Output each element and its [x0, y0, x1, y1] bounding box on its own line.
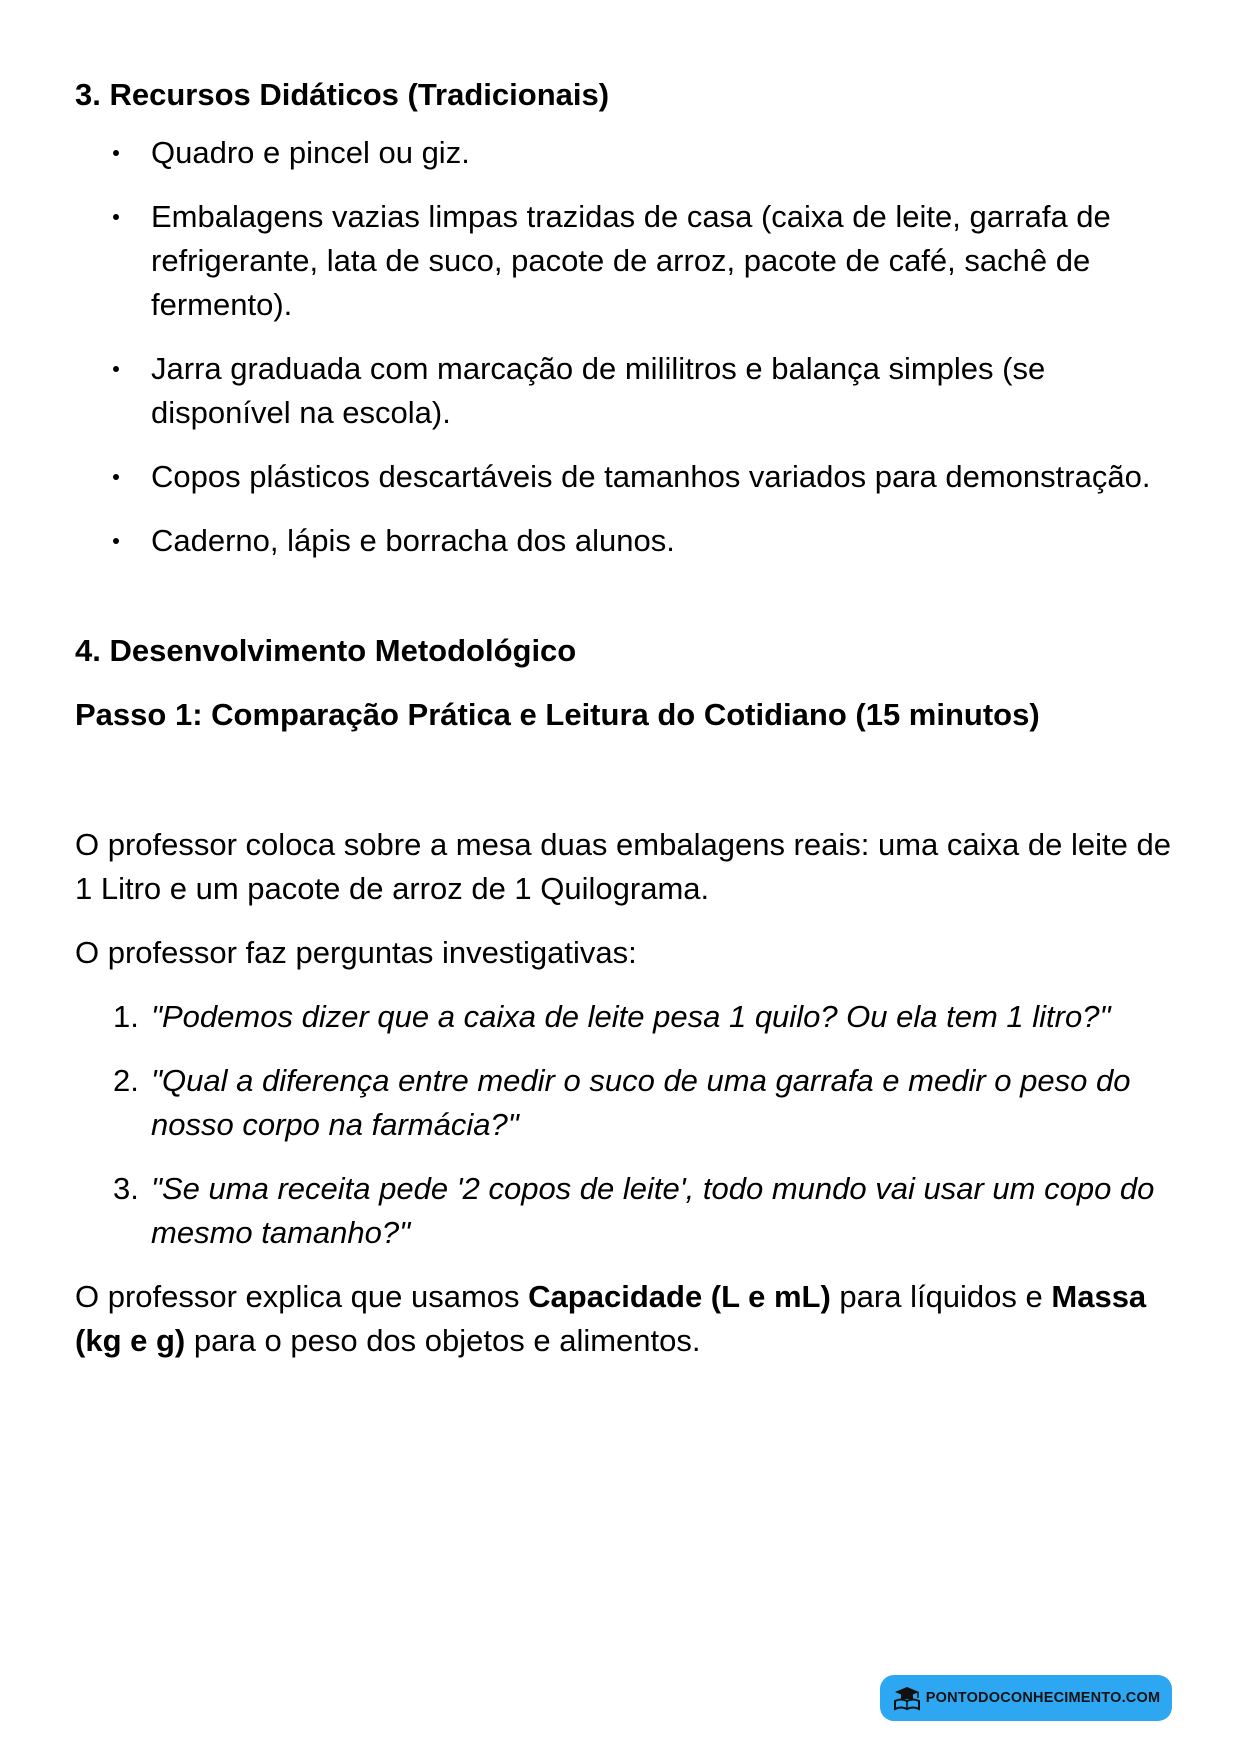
list-item: Caderno, lápis e borracha dos alunos. [75, 519, 1175, 563]
bullet-icon [113, 538, 119, 544]
list-item: Copos plásticos descartáveis de tamanhos variados para demonstração. [75, 455, 1175, 499]
step-heading: Passo 1: Comparação Prática e Leitura do Cotidiano (15 minutos) [75, 697, 1040, 732]
paragraph-questions-lead: O professor faz perguntas investigativas: [75, 935, 637, 970]
question-item: 3. "Se uma receita pede '2 copos de leite', todo mundo vai usar um copo do mesmo tamanho?" [113, 1171, 1155, 1250]
list-item: Embalagens vazias limpas trazidas de casa (caixa de leite, garrafa de refrigerante, lata de suco, pacote de arroz, pacote de café, sachê de fermento). [75, 195, 1175, 327]
questions-list [75, 995, 1175, 1255]
paragraph-explanation: O professor explica que usamos Capacidade (L e mL) para líquidos e Massa (kg e g) para o peso dos objetos e alimentos. [75, 1279, 1147, 1358]
site-badge[interactable] [880, 1675, 1172, 1721]
question-item: 2. "Qual a diferença entre medir o suco de uma garrafa e medir o peso do nosso corpo na farmácia?" [113, 1063, 1131, 1142]
bullet-icon [113, 366, 119, 372]
list-item: Jarra graduada com marcação de mililitros e balança simples (se disponível na escola). [75, 347, 1175, 435]
section-heading-desenvolvimento: 4. Desenvolvimento Metodológico [75, 633, 577, 668]
paragraph-intro: O professor coloca sobre a mesa duas embalagens reais: uma caixa de leite de 1 Litro e um pacote de arroz de 1 Quilograma. [75, 827, 1171, 906]
resources-list [75, 131, 1175, 563]
graduation-book-icon [892, 1685, 922, 1711]
bullet-icon [113, 474, 119, 480]
badge-text: PONTODOCONHECIMENTO.COM [925, 1690, 1161, 1706]
section-heading-recursos: 3. Recursos Didáticos (Tradicionais) [75, 77, 610, 112]
list-item: Quadro e pincel ou giz. [75, 131, 1175, 175]
term-capacidade: Capacidade (L e mL) [528, 1279, 831, 1314]
term-massa: Massa (kg e g) [75, 1279, 1147, 1358]
bullet-icon [113, 150, 119, 156]
bullet-icon [113, 214, 119, 220]
document-page [75, 73, 1175, 1363]
question-item: 1. "Podemos dizer que a caixa de leite pesa 1 quilo? Ou ela tem 1 litro?" [113, 999, 1111, 1034]
